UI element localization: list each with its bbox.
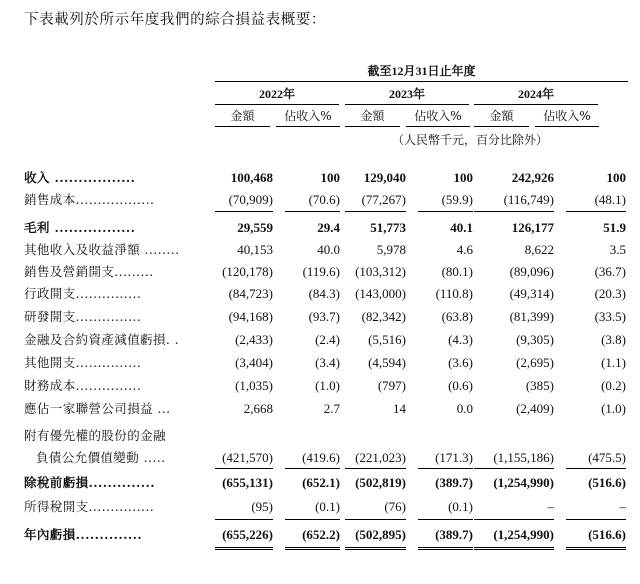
row-value: (116,749) [503,192,554,207]
row-value: 2.7 [323,401,340,416]
total-rule [285,519,340,520]
year-2022-header: 2022年 [215,85,339,105]
row-value: (49,314) [509,286,554,301]
table-row [0,307,640,327]
row-value: – [547,499,554,514]
row-value: (119.6) [302,264,340,279]
row-value: (143,000) [355,286,406,301]
table-row [0,284,640,304]
total-rule [474,211,554,212]
row-value: (797) [377,378,406,393]
year-2023-header: 2023年 [345,85,469,105]
row-value: (1.0) [315,378,340,393]
row-value: (516.6) [588,475,626,490]
row-value: (421,570) [222,450,273,465]
table-row [0,190,640,210]
row-value: (89,096) [509,264,554,279]
table-row [0,330,640,350]
total-rule [215,468,273,469]
row-value: (70,909) [228,192,273,207]
col-pct-2022: 佔收入% [276,108,340,127]
row-label: 毛利 ................. [24,220,136,235]
row-label: 研發開支............... [24,309,142,324]
row-value: 40.1 [450,220,473,235]
row-value: (502,819) [355,475,406,490]
row-value: (4.3) [448,332,473,347]
row-value: (59.9) [441,192,473,207]
row-value: (3,404) [235,355,273,370]
row-label: 銷售及營銷開支......... [24,264,154,279]
unit-note: （人民幣千元，百分比除外） [391,133,548,147]
row-value: 8,622 [524,242,554,257]
total-rule [474,468,554,469]
row-label: 行政開支............... [24,286,142,301]
year-2024-header: 2024年 [474,85,598,105]
row-value: (0.1) [448,499,473,514]
row-value: 126,177 [511,220,554,235]
total-rule [566,211,626,212]
grand-total-rule [474,547,554,550]
row-value: 100 [320,170,340,185]
total-rule [345,519,406,520]
row-label: 附有優先權的股份的金融 [24,428,166,443]
table-row [0,473,640,493]
row-value: (94,168) [228,309,273,324]
total-rule [345,211,406,212]
row-value: (95) [251,499,273,514]
table-row [0,240,640,260]
table-row [0,376,640,396]
row-value: 100 [606,170,626,185]
row-value: (3.6) [448,355,473,370]
row-value: (93.7) [308,309,340,324]
row-value: 0.0 [456,401,473,416]
row-value: 2,668 [243,401,273,416]
row-value: – [619,499,626,514]
row-value: (419.6) [302,450,340,465]
row-label: 除稅前虧損.............. [24,475,156,490]
row-value: (0.6) [448,378,473,393]
row-value: 3.5 [609,242,626,257]
row-value: (3.4) [315,355,340,370]
table-row [0,353,640,373]
row-label: 負債公允價值變動 ..... [36,450,166,465]
row-value: 5,978 [376,242,406,257]
row-value: (389.7) [435,527,473,542]
col-pct-2023: 佔收入% [406,108,470,127]
row-value: (516.6) [588,527,626,542]
row-value: (2,695) [516,355,554,370]
col-amount-2023: 金額 [345,108,400,127]
grand-total-rule [566,547,626,550]
table-row [0,218,640,238]
row-value: 51.9 [603,220,626,235]
row-value: (110.8) [435,286,473,301]
row-value: (2,409) [516,401,554,416]
total-rule [418,468,473,469]
table-row [0,168,640,188]
col-pct-2024: 佔收入% [535,108,599,127]
row-value: 129,040 [363,170,406,185]
row-value: (385) [525,378,554,393]
row-value: (2.4) [315,332,340,347]
row-value: (1,035) [235,378,273,393]
row-value: (76) [384,499,406,514]
row-value: 40.0 [317,242,340,257]
total-rule [285,211,340,212]
total-rule [474,519,554,520]
row-value: (221,023) [355,450,406,465]
row-value: (1.0) [601,401,626,416]
total-rule [345,468,406,469]
row-value: (652.2) [302,527,340,542]
row-value: (502,895) [355,527,406,542]
row-label: 其他收入及收益淨額 ........ [24,242,180,257]
row-label: 其他開支............... [24,355,142,370]
total-rule [566,519,626,520]
row-value: (652.1) [302,475,340,490]
total-rule [418,211,473,212]
row-value: (0.1) [315,499,340,514]
total-rule [215,519,273,520]
row-label: 所得稅開支............... [24,499,155,514]
intro-text: 下表載列於所示年度我們的綜合損益表概要： [24,12,326,28]
grand-total-rule [418,547,473,550]
total-rule [215,211,273,212]
row-value: (5,516) [368,332,406,347]
row-value: (4,594) [368,355,406,370]
row-value: (36.7) [594,264,626,279]
row-value: 4.6 [456,242,473,257]
row-value: 29,559 [237,220,273,235]
table-row [0,426,640,446]
row-value: (103,312) [355,264,406,279]
row-value: (655,226) [222,527,273,542]
row-value: (84.3) [308,286,340,301]
col-amount-2022: 金額 [215,108,270,127]
grand-total-rule [285,547,340,550]
row-value: (2,433) [235,332,273,347]
row-value: (1.1) [601,355,626,370]
row-value: (1,254,990) [493,527,554,542]
row-value: 242,926 [511,170,554,185]
row-value: 14 [393,401,406,416]
row-label: 銷售成本.................. [24,192,155,207]
table-row [0,262,640,282]
row-label: 財務成本............... [24,378,142,393]
period-header: 截至12月31日止年度 [215,62,628,82]
table-row [0,448,640,468]
row-value: 100 [453,170,473,185]
row-value: (48.1) [594,192,626,207]
row-value: (70.6) [308,192,340,207]
row-value: (120,178) [222,264,273,279]
row-value: (475.5) [588,450,626,465]
row-value: (80.1) [441,264,473,279]
row-label: 年內虧損.............. [24,527,143,542]
grand-total-rule [215,547,273,550]
row-value: (77,267) [361,192,406,207]
total-rule [418,519,473,520]
table-row [0,399,640,419]
row-label: 應佔一家聯營公司損益 ... [24,401,171,416]
row-value: (1,254,990) [493,475,554,490]
row-label: 金融及合約資產減值虧損. . [24,332,180,347]
row-value: (63.8) [441,309,473,324]
row-value: (84,723) [228,286,273,301]
row-value: (1,155,186) [493,450,554,465]
table-row [0,525,640,545]
row-value: (20.3) [594,286,626,301]
row-value: 100,468 [230,170,273,185]
grand-total-rule [345,547,406,550]
row-value: (171.3) [435,450,473,465]
row-value: (33.5) [594,309,626,324]
total-rule [566,468,626,469]
row-value: (82,342) [361,309,406,324]
row-value: (3.8) [601,332,626,347]
row-value: 40,153 [237,242,273,257]
col-amount-2024: 金額 [474,108,529,127]
table-row [0,497,640,517]
row-label: 收入 ................. [24,170,136,185]
row-value: (9,305) [516,332,554,347]
row-value: (81,399) [509,309,554,324]
row-value: 29.4 [317,220,340,235]
total-rule [285,468,340,469]
row-value: (389.7) [435,475,473,490]
row-value: 51,773 [370,220,406,235]
row-value: (655,131) [222,475,273,490]
row-value: (0.2) [601,378,626,393]
